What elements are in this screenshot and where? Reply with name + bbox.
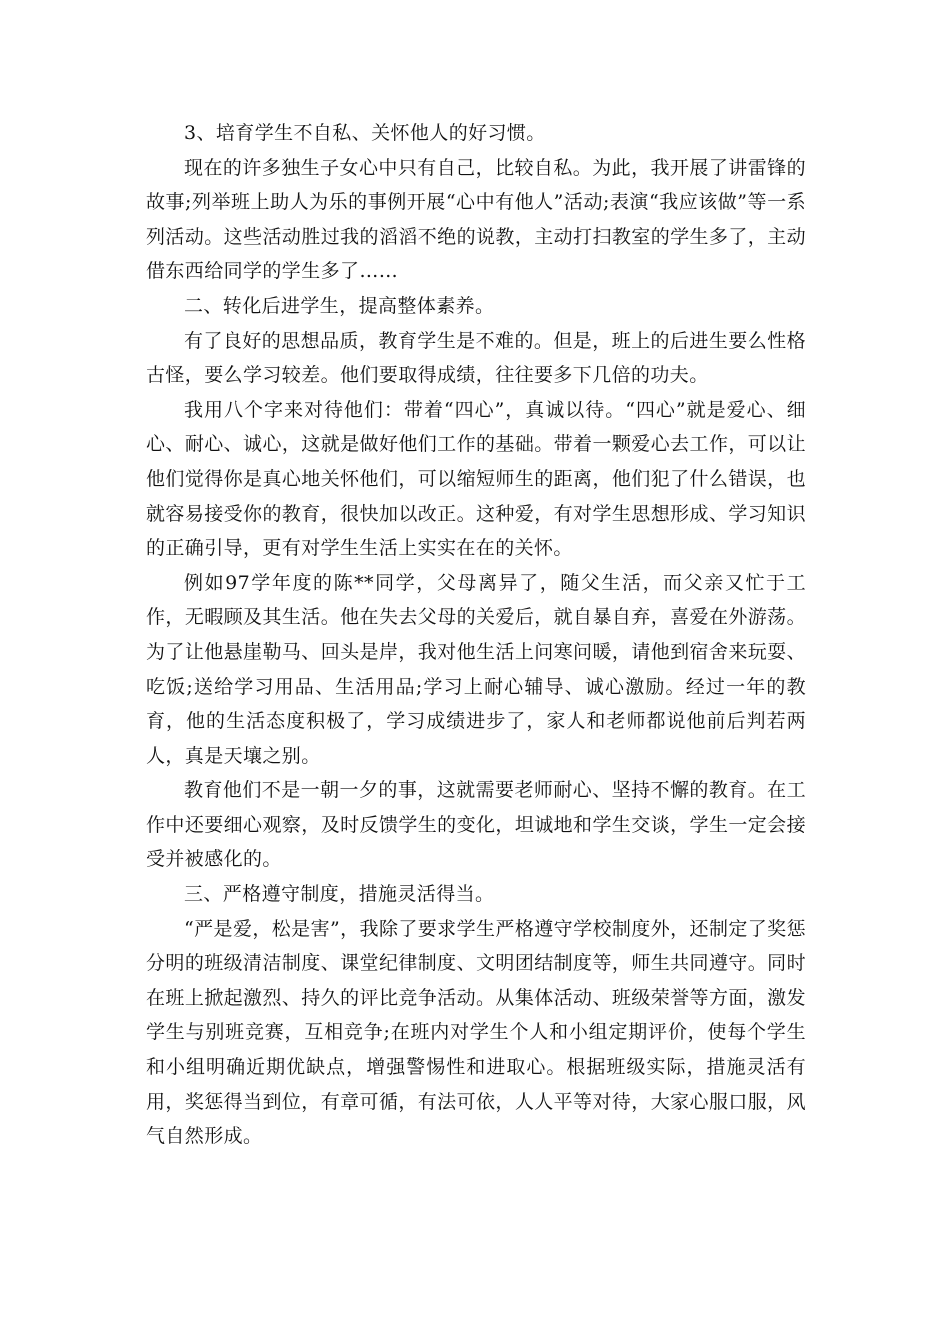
- paragraph-habit-heading: 3、培育学生不自私、关怀他人的好习惯。: [184, 122, 546, 144]
- document-body: [146, 116, 806, 1154]
- paragraph-struggling-students: 有了良好的思想品质，教育学生是不难的。但是，班上的后进生要么性格古怪，要么学习较差。他们要取得成绩，往往要多下几倍的功夫。: [146, 329, 806, 387]
- paragraph-section-three-heading: 三、严格遵守制度，措施灵活得当。: [184, 883, 495, 906]
- paragraph-example-student: 例如97学年度的陈**同学，父母离异了，随父生活，而父亲又忙于工作，无暇顾及其生活。他在失去父母的关爱后，就自暴自弃，喜爱在外游荡。为了让他悬崖勒马、回头是岸，我对他生活上问寒问暖，请他到宿舍来玩耍、吃饭;送给学习用品、生活用品;学习上耐心辅导、诚心激励。经过一年的教育，他的生活态度积极了，学习成绩进步了，家人和老师都说他前后判若两人，真是天壤之别。: [146, 571, 806, 767]
- paragraph-patience: 教育他们不是一朝一夕的事，这就需要老师耐心、坚持不懈的教育。在工作中还要细心观察，及时反馈学生的变化，坦诚地和学生交谈，学生一定会接受并被感化的。: [146, 779, 806, 871]
- paragraph-four-hearts: 我用八个字来对待他们：带着“四心”，真诚以待。“四心”就是爱心、细心、耐心、诚心，这就是做好他们工作的基础。带着一颗爱心去工作，可以让他们觉得你是真心地关怀他们，可以缩短师生的距离，他们犯了什么错误，也就容易接受你的教育，很快加以改正。这种爱，有对学生思想形成、学习知识的正确引导，更有对学生生活上实实在在的关怀。: [146, 398, 806, 560]
- paragraph-rules: “严是爱，松是害”，我除了要求学生严格遵守学校制度外，还制定了奖惩分明的班级清洁制度、课堂纪律制度、文明团结制度等，师生共同遵守。同时在班上掀起激烈、持久的评比竞争活动。从集体活动、班级荣誉等方面，激发学生与别班竞赛，互相竞争;在班内对学生个人和小组定期评价，使每个学生和小组明确近期优缺点，增强警惕性和进取心。根据班级实际，措施灵活有用，奖惩得当到位，有章可循，有法可依，人人平等对待，大家心服口服，风气自然形成。: [146, 917, 806, 1148]
- paragraph-selfish-children: 现在的许多独生子女心中只有自己，比较自私。为此，我开展了讲雷锋的故事;列举班上助人为乐的事例开展“心中有他人”活动;表演“我应该做”等一系列活动。这些活动胜过我的滔滔不绝的说教，主动打扫教室的学生多了，主动借东西给同学的学生多了……: [146, 156, 806, 283]
- paragraph-section-two-heading: 二、转化后进学生，提高整体素养。: [184, 294, 495, 317]
